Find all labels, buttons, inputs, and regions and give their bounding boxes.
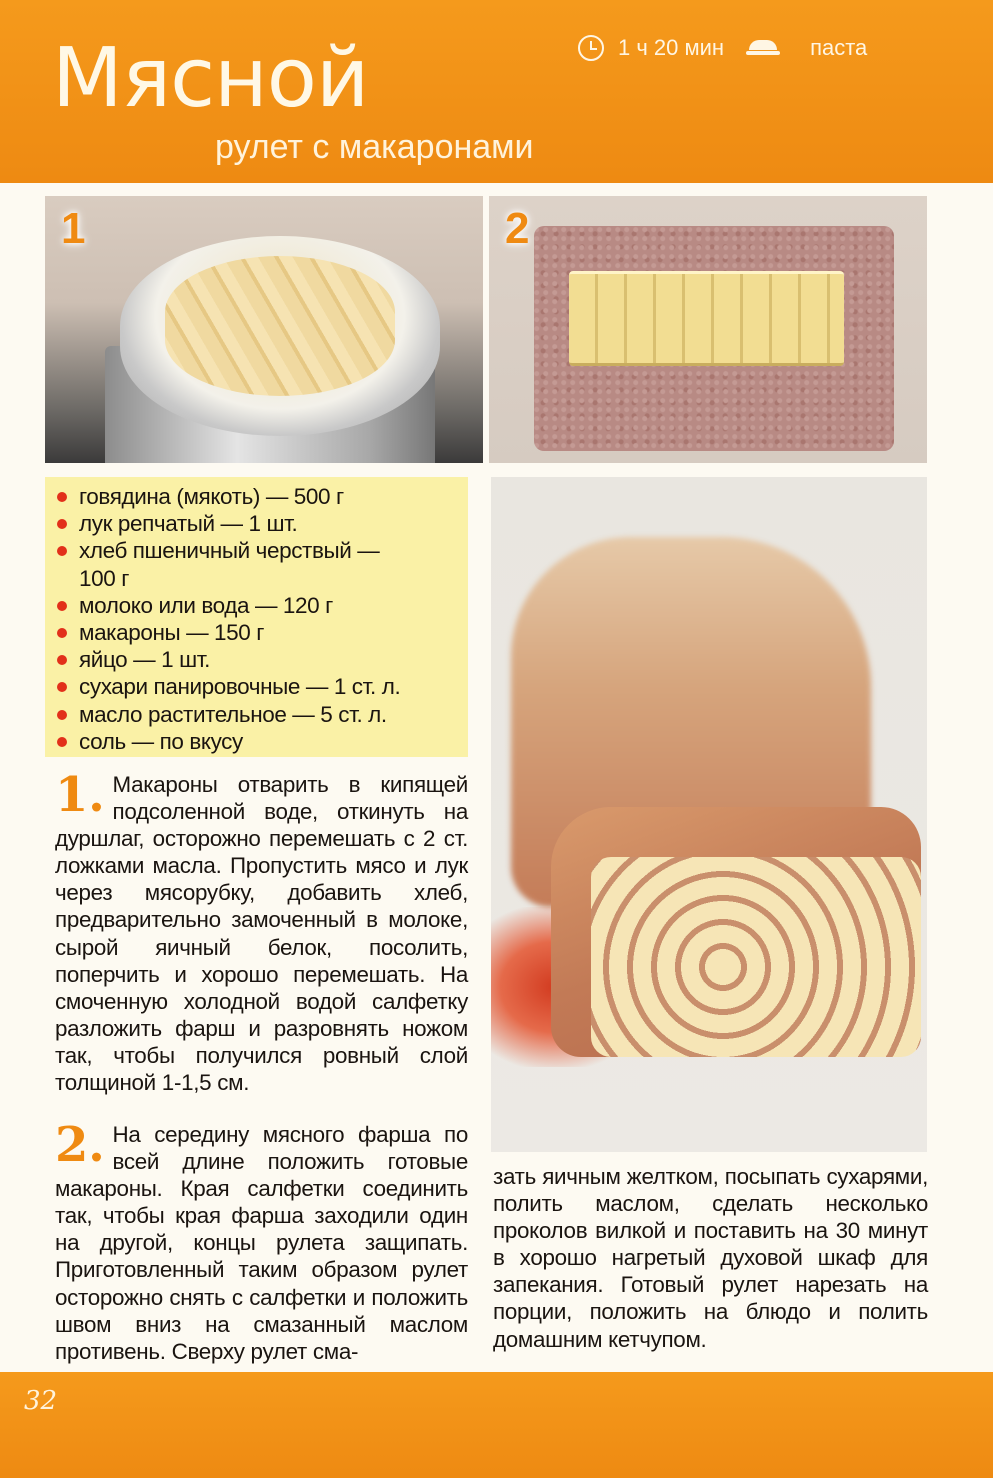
bullet-dot [57, 519, 67, 529]
bullet-dot [57, 655, 67, 665]
step-2-continuation: зать яичным желтком, посыпать сухарями, полить маслом, сделать несколько проколов вилкой и поставить на 30 минут в хорошо нагретый духовой шкаф для запекания. Готовый рулет нарезать на порции, положить на блюдо и полить домашним кетчупом. [493, 1164, 928, 1352]
photo-step-number: 2 [505, 204, 530, 253]
bullet-dot [57, 601, 67, 611]
ingredient-item: масло растительное — 5 ст. л. [53, 701, 468, 728]
step-number: 2. [55, 1117, 105, 1173]
recipe-subtitle: рулет с макаронами [215, 128, 534, 166]
header-band [0, 0, 993, 183]
clock-icon [578, 35, 604, 61]
ingredient-item: сухари панировочные — 1 ст. л. [53, 673, 468, 700]
step-2-photo [489, 196, 927, 463]
ingredient-item: молоко или вода — 120 г [53, 592, 468, 619]
bullet-dot [57, 492, 67, 502]
recipe-meta [578, 32, 867, 64]
bullet-dot [57, 710, 67, 720]
ingredients-list [53, 483, 468, 755]
step-1-text [55, 767, 468, 1096]
step-1-photo [45, 196, 483, 463]
step-number: 1. [55, 767, 105, 823]
bullet-dot [57, 546, 67, 556]
dish-icon [746, 40, 780, 56]
cooking-time: 1 ч 20 мин [618, 35, 725, 60]
pasta-shape [165, 256, 395, 396]
ingredient-item: макароны — 150 г [53, 619, 468, 646]
roll-cut-face-shape [591, 857, 921, 1057]
step-2-text [55, 1117, 468, 1365]
photo-step-number: 1 [61, 204, 86, 253]
page-number: 32 [24, 1386, 58, 1416]
footer-band [0, 1372, 993, 1478]
ingredient-item: говядина (мякоть) — 500 г [53, 483, 468, 510]
ingredients-box [45, 477, 468, 757]
ingredient-item: яйцо — 1 шт. [53, 646, 468, 673]
ingredient-item: лук репчатый — 1 шт. [53, 510, 468, 537]
bullet-dot [57, 682, 67, 692]
recipe-category: паста [810, 35, 868, 60]
step-body: Макароны отварить в кипящей подсоленной воде, откинуть на дуршлаг, осторожно перемешать с 2 ст. ложками масла. Пропустить мясо и лук через мясорубку, добавить хлеб, предварительно замоченный в молоке, сырой яичный белок, посолить, поперчить и хорошо перемешать. На смоченную холодной водой салфетку разложить фарш и разровнять ножом так, чтобы получился ровный слой толщиной 1-1,5 см. [55, 772, 468, 1096]
bullet-dot [57, 628, 67, 638]
ingredient-item: хлеб пшеничный черствый — 100 г [53, 537, 399, 591]
step-body: На середину мясного фарша по всей длине положить готовые макароны. Края салфетки соединить так, чтобы края фарша заходили один на другой, концы рулета защипать. Приготовленный таким образом рулет осторожно снять с салфетки и положить швом вниз на смазанный маслом противень. Сверху рулет сма- [55, 1122, 468, 1364]
ingredient-item: соль — по вкусу [53, 728, 468, 755]
bullet-dot [57, 737, 67, 747]
recipe-title: Мясной [52, 31, 369, 126]
finished-dish-photo [491, 477, 927, 1152]
pasta-row-shape [569, 271, 844, 366]
